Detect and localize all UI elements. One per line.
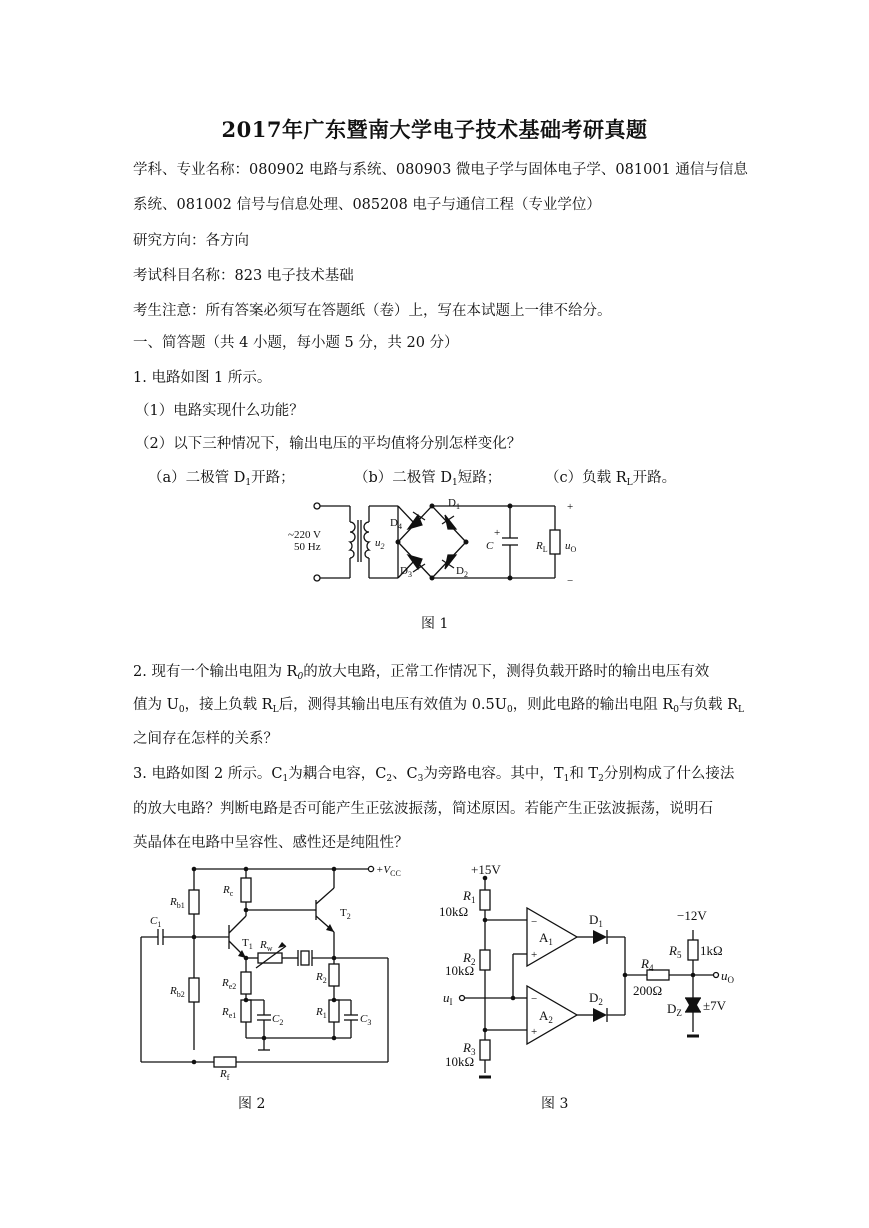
q1-sub1: （1）电路实现什么功能？ <box>135 403 304 419</box>
fig3-a2-minus: − <box>531 993 538 1005</box>
fig3-ui-label: $u_I$ <box>443 990 453 1007</box>
fig2-t2-label: $T_2$ <box>340 907 351 921</box>
fig3-r2-value: 10kΩ <box>445 963 475 978</box>
q1-option-a: （a）二极管 $D_1$开路； <box>148 470 295 488</box>
section-heading: 一、简答题（共 4 小题，每小题 5 分，共 20 分） <box>133 335 459 351</box>
fig2-vcc-label: $+V_{CC}$ <box>376 864 401 878</box>
fig3-dz-value: ±7V <box>703 998 727 1013</box>
fig2-c3-label: $C_3$ <box>360 1013 372 1027</box>
fig2-r1-label: $R_1$ <box>316 1006 327 1020</box>
fig3-r3-label: $R_3$ <box>463 1040 476 1057</box>
page-title: 2017年广东暨南大学电子技术基础考研真题 <box>221 117 648 142</box>
fig3-vneg-label: −12V <box>677 908 707 923</box>
fig2-t1-label: $T_1$ <box>242 937 253 951</box>
fig3-a2-label: $A_2$ <box>539 1008 553 1025</box>
fig3-d2-label: $D_2$ <box>589 990 603 1007</box>
q1-sub2: （2）以下三种情况下，输出电压的平均值将分别怎样变化？ <box>135 436 522 452</box>
fig2-rb1-label: $R_{b1}$ <box>170 896 185 910</box>
fig3-dz-label: $D_Z$ <box>667 1001 682 1018</box>
figure-1-circuit <box>280 492 600 602</box>
fig2-rb2-label: $R_{b2}$ <box>170 985 185 999</box>
fig2-rw-label: $R_w$ <box>260 939 273 953</box>
fig2-rc-label: $R_c$ <box>223 884 234 898</box>
fig3-r5-value: 1kΩ <box>700 943 723 958</box>
q3-line-3: 英晶体在电路中呈容性、感性还是纯阻性？ <box>133 835 409 851</box>
major-line-2: 系统、081002 信号与信息处理、085208 电子与通信工程（专业学位） <box>133 197 601 213</box>
fig3-r2-label: $R_2$ <box>463 950 476 967</box>
q3-line-2: 的放大电路？判断电路是否可能产生正弦波振荡，简述原因。若能产生正弦波振荡，说明石 <box>133 801 713 817</box>
fig3-r3-value: 10kΩ <box>445 1054 475 1069</box>
q1-option-b: （b）二极管 $D_1$短路； <box>354 470 502 488</box>
fig1-minus: − <box>567 575 574 587</box>
q2-line-3: 之间存在怎样的关系？ <box>133 731 278 747</box>
fig1-d4-label: $D_4$ <box>390 517 402 531</box>
fig2-re2-label: $R_{e2}$ <box>222 977 237 991</box>
fig2-re1-label: $R_{e1}$ <box>222 1006 237 1020</box>
fig1-d2-label: $D_2$ <box>456 565 468 579</box>
fig1-u2-label: $u_2$ <box>375 537 385 551</box>
subject-line: 考试科目名称：823 电子技术基础 <box>133 268 354 284</box>
q1-option-c: （c）负载 $R_L$开路。 <box>545 470 677 488</box>
fig2-rf-label: $R_f$ <box>220 1068 230 1082</box>
fig3-r5-label: $R_5$ <box>669 943 682 960</box>
q2-line-1: 2. 现有一个输出电阻为 $R_0$的放大电路，正常工作情况下，测得负载开路时的输出电压有效 <box>133 664 710 682</box>
fig1-caption: 图 1 <box>421 616 449 632</box>
fig2-caption: 图 2 <box>238 1096 266 1112</box>
fig1-uo-label: $u_O$ <box>565 540 577 554</box>
fig1-c-plus: + <box>494 527 501 539</box>
fig3-caption: 图 3 <box>541 1096 569 1112</box>
fig2-c1-label: $C_1$ <box>150 915 162 929</box>
fig2-c2-label: $C_2$ <box>272 1013 284 1027</box>
fig1-source-label-1: ~220 V <box>288 529 321 541</box>
fig3-r1-label: $R_1$ <box>463 888 476 905</box>
notice-line: 考生注意：所有答案必须写在答题纸（卷）上，写在本试题上一律不给分。 <box>133 303 612 319</box>
fig1-rl-label: $R_L$ <box>536 540 548 554</box>
fig3-uo-label: $u_O$ <box>721 968 734 985</box>
fig3-a2-plus: + <box>531 1026 538 1038</box>
fig1-plus: + <box>567 501 574 513</box>
fig1-c-label: C <box>486 540 494 552</box>
fig3-r4-label: $R_4$ <box>641 956 654 973</box>
figure-3-circuit <box>435 858 745 1083</box>
q3-line-1: 3. 电路如图 2 所示。$C_1$为耦合电容，$C_2$、$C_3$为旁路电容。其中，$T_1$和 $T_2$分别构成了什么接法 <box>133 766 735 784</box>
fig3-a1-plus: + <box>531 949 538 961</box>
fig3-d1-label: $D_1$ <box>589 912 603 929</box>
fig3-vpos-label: +15V <box>471 862 501 877</box>
fig1-d3-label: $D_3$ <box>400 565 412 579</box>
q1-stem: 1. 电路如图 1 所示。 <box>133 370 272 386</box>
fig1-d1-label: $D_1$ <box>448 497 460 511</box>
fig3-r4-value: 200Ω <box>633 983 663 998</box>
fig1-source-label-2: 50 Hz <box>294 541 321 553</box>
direction-line: 研究方向：各方向 <box>133 233 249 249</box>
major-line-1: 学科、专业名称：080902 电路与系统、080903 微电子学与固体电子学、081001 通信与信息 <box>133 162 748 178</box>
fig2-r2-label: $R_2$ <box>316 971 327 985</box>
fig3-r1-value: 10kΩ <box>439 904 469 919</box>
fig3-a1-minus: − <box>531 916 538 928</box>
figure-2-circuit <box>136 860 426 1082</box>
fig3-a1-label: $A_1$ <box>539 930 553 947</box>
q2-line-2: 值为 $U_0$，接上负载 $R_L$后，测得其输出电压有效值为 $0.5U_0$，则此电路的输出电阻 $R_0$与负载 $R_L$ <box>133 697 744 715</box>
